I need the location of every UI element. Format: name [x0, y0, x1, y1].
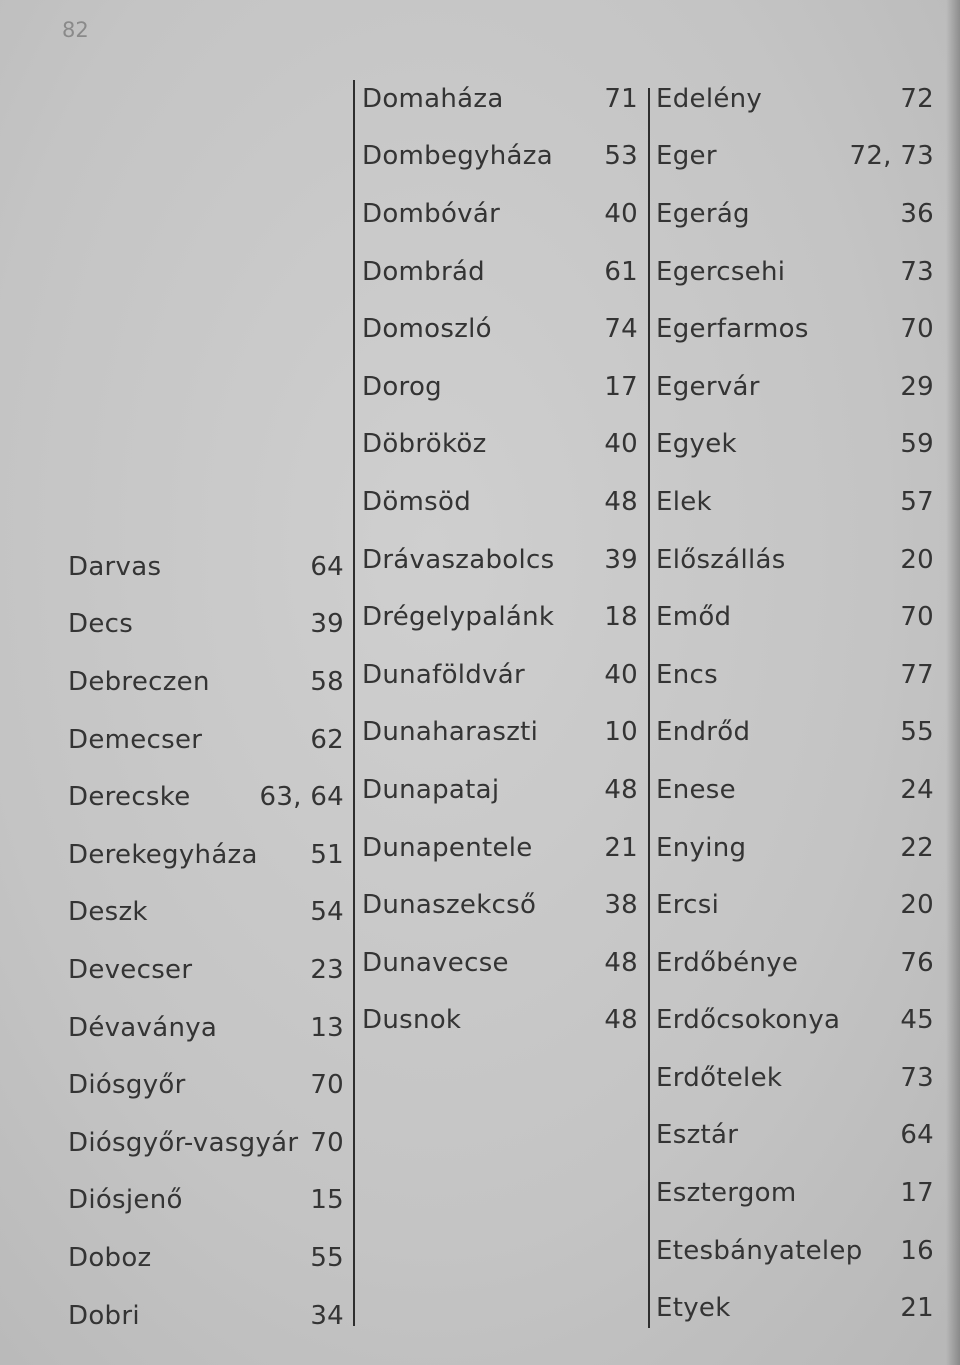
index-entry	[362, 128, 644, 186]
page-reference: 64	[310, 551, 344, 582]
index-entry	[362, 704, 644, 762]
page-reference: 57	[900, 486, 934, 517]
index-column-left	[68, 538, 348, 1344]
place-name: Erdőcsokonya	[656, 1005, 841, 1036]
index-entry	[68, 941, 348, 999]
page-reference: 73	[900, 256, 934, 287]
page-reference: 40	[604, 659, 638, 690]
place-name: Derecske	[68, 782, 191, 813]
index-entry	[362, 992, 644, 1050]
index-entry	[656, 992, 936, 1050]
place-name: Endrőd	[656, 717, 751, 748]
place-name: Decs	[68, 609, 134, 640]
place-name: Elek	[656, 486, 712, 517]
place-name: Dunaszekcső	[362, 890, 537, 921]
place-name: Derekegyháza	[68, 839, 258, 870]
index-entry	[656, 646, 936, 704]
page-reference: 48	[604, 947, 638, 978]
page-reference: 58	[310, 666, 344, 697]
index-entry	[68, 538, 348, 596]
column-divider-right	[648, 88, 650, 1328]
index-entry	[656, 1222, 936, 1280]
index-entry	[68, 826, 348, 884]
index-column-middle	[362, 70, 644, 1049]
index-entry	[656, 1107, 936, 1165]
place-name: Enese	[656, 774, 736, 805]
place-name: Dombegyháza	[362, 141, 553, 172]
page-reference: 64	[900, 1120, 934, 1151]
place-name: Dunapentele	[362, 832, 533, 863]
place-name: Deszk	[68, 897, 148, 928]
place-name: Eger	[656, 141, 717, 172]
page-reference: 76	[900, 947, 934, 978]
page-reference: 29	[900, 371, 934, 402]
place-name: Darvas	[68, 551, 162, 582]
index-entry	[68, 884, 348, 942]
page-reference: 23	[310, 954, 344, 985]
index-entry	[68, 711, 348, 769]
index-entry	[68, 999, 348, 1057]
page-reference: 21	[604, 832, 638, 863]
place-name: Domoszló	[362, 314, 492, 345]
index-entry	[362, 819, 644, 877]
index-entry	[362, 761, 644, 819]
page-reference: 70	[310, 1127, 344, 1158]
place-name: Emőd	[656, 602, 732, 633]
page-reference: 17	[900, 1178, 934, 1209]
place-name: Ercsi	[656, 890, 720, 921]
page-reference: 48	[604, 774, 638, 805]
page-reference: 73	[900, 1062, 934, 1093]
place-name: Debreczen	[68, 666, 210, 697]
page-reference: 59	[900, 429, 934, 460]
place-name: Előszállás	[656, 544, 786, 575]
page-reference: 40	[604, 198, 638, 229]
index-entry	[362, 416, 644, 474]
page-reference: 72	[900, 83, 934, 114]
page-reference: 71	[604, 83, 638, 114]
index-entry	[656, 819, 936, 877]
page-reference: 72, 73	[849, 141, 934, 172]
page-reference: 13	[310, 1012, 344, 1043]
index-entry	[68, 1287, 348, 1345]
place-name: Erdőtelek	[656, 1062, 783, 1093]
page-reference: 10	[604, 717, 638, 748]
page-reference: 61	[604, 256, 638, 287]
page-reference: 48	[604, 486, 638, 517]
place-name: Esztergom	[656, 1178, 797, 1209]
index-entry	[656, 416, 936, 474]
page-reference: 55	[310, 1242, 344, 1273]
place-name: Enying	[656, 832, 747, 863]
place-name: Egerfarmos	[656, 314, 809, 345]
index-entry	[656, 934, 936, 992]
place-name: Dorog	[362, 371, 442, 402]
index-entry	[656, 185, 936, 243]
index-entry	[656, 70, 936, 128]
place-name: Etyek	[656, 1293, 731, 1324]
index-entry	[656, 1279, 936, 1337]
place-name: Encs	[656, 659, 718, 690]
index-entry	[362, 588, 644, 646]
index-entry	[362, 646, 644, 704]
page-reference: 18	[604, 602, 638, 633]
index-entry	[362, 243, 644, 301]
index-entry	[656, 473, 936, 531]
column-divider-left	[353, 80, 355, 1326]
place-name: Dunavecse	[362, 947, 509, 978]
index-entry	[656, 358, 936, 416]
index-entry	[656, 761, 936, 819]
page-reference: 45	[900, 1005, 934, 1036]
index-entry	[362, 934, 644, 992]
index-entry	[362, 70, 644, 128]
page-reference: 40	[604, 429, 638, 460]
index-entry	[362, 185, 644, 243]
place-name: Diósjenő	[68, 1185, 183, 1216]
index-entry	[362, 531, 644, 589]
index-column-right	[656, 70, 936, 1337]
index-entry	[656, 531, 936, 589]
page-reference: 51	[310, 839, 344, 870]
page-reference: 74	[604, 314, 638, 345]
place-name: Döbrököz	[362, 429, 487, 460]
place-name: Demecser	[68, 724, 203, 755]
place-name: Dömsöd	[362, 486, 472, 517]
index-entry	[68, 596, 348, 654]
index-entry	[656, 1164, 936, 1222]
page-reference: 70	[900, 314, 934, 345]
index-entry	[68, 1229, 348, 1287]
place-name: Egercsehi	[656, 256, 786, 287]
place-name: Dévaványa	[68, 1012, 218, 1043]
place-name: Dombrád	[362, 256, 485, 287]
index-entry	[656, 704, 936, 762]
place-name: Dobri	[68, 1300, 140, 1331]
place-name: Egyek	[656, 429, 737, 460]
index-entry	[362, 876, 644, 934]
page-reference: 70	[900, 602, 934, 633]
index-entry	[68, 1056, 348, 1114]
page-number: 82	[62, 18, 89, 42]
page-reference: 62	[310, 724, 344, 755]
page-edge-shadow	[946, 0, 960, 1365]
place-name: Doboz	[68, 1242, 152, 1273]
page-reference: 48	[604, 1005, 638, 1036]
place-name: Etesbányatelep	[656, 1235, 863, 1266]
place-name: Diósgyőr	[68, 1070, 186, 1101]
index-entry	[362, 473, 644, 531]
index-entry	[656, 588, 936, 646]
place-name: Dombóvár	[362, 198, 501, 229]
page-reference: 21	[900, 1293, 934, 1324]
place-name: Diósgyőr-vasgyár	[68, 1127, 299, 1158]
place-name: Drégelypalánk	[362, 602, 555, 633]
page-reference: 16	[900, 1235, 934, 1266]
place-name: Devecser	[68, 954, 193, 985]
index-entry	[68, 768, 348, 826]
page-reference: 15	[310, 1185, 344, 1216]
index-entry	[656, 243, 936, 301]
place-name: Domaháza	[362, 83, 504, 114]
index-entry	[68, 1172, 348, 1230]
page-reference: 17	[604, 371, 638, 402]
index-entry	[362, 300, 644, 358]
place-name: Egerág	[656, 198, 750, 229]
page-reference: 54	[310, 897, 344, 928]
place-name: Dusnok	[362, 1005, 462, 1036]
index-entry	[362, 358, 644, 416]
page-reference: 70	[310, 1070, 344, 1101]
page-reference: 34	[310, 1300, 344, 1331]
page-reference: 77	[900, 659, 934, 690]
index-entry	[68, 653, 348, 711]
place-name: Erdőbénye	[656, 947, 799, 978]
place-name: Drávaszabolcs	[362, 544, 555, 575]
page-reference: 20	[900, 544, 934, 575]
index-entry	[656, 1049, 936, 1107]
page-reference: 39	[604, 544, 638, 575]
page-reference: 39	[310, 609, 344, 640]
place-name: Egervár	[656, 371, 760, 402]
page-reference: 24	[900, 774, 934, 805]
index-entry	[68, 1114, 348, 1172]
page-reference: 22	[900, 832, 934, 863]
place-name: Dunaföldvár	[362, 659, 526, 690]
index-entry	[656, 128, 936, 186]
page-reference: 36	[900, 198, 934, 229]
place-name: Dunapataj	[362, 774, 500, 805]
page-reference: 63, 64	[259, 782, 344, 813]
index-entry	[656, 876, 936, 934]
page-reference: 20	[900, 890, 934, 921]
page-reference: 38	[604, 890, 638, 921]
place-name: Dunaharaszti	[362, 717, 539, 748]
index-entry	[656, 300, 936, 358]
place-name: Esztár	[656, 1120, 739, 1151]
page-reference: 55	[900, 717, 934, 748]
page-reference: 53	[604, 141, 638, 172]
place-name: Edelény	[656, 83, 763, 114]
